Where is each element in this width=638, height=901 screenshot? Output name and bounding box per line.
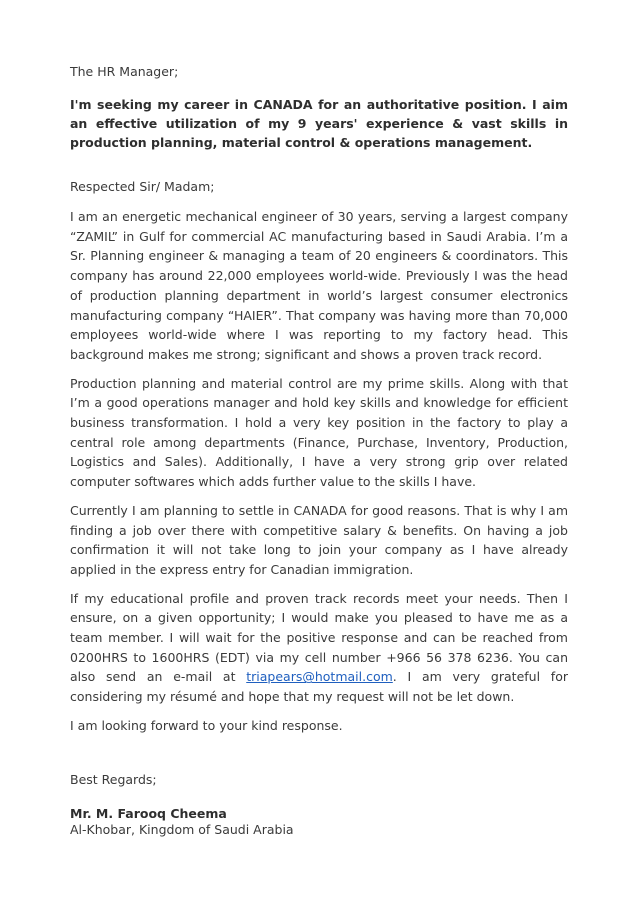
- intro-statement: I'm seeking my career in CANADA for an authoritative position. I aim an effective utilization of my 9 years' experience & vast skills in production planning, material control & operations management.: [70, 97, 568, 150]
- contact-text-after: . I am very grateful for considering my résumé and hope that my request will not be let down.: [70, 669, 568, 705]
- paragraph-closing-line: I am looking forward to your kind response.: [70, 717, 343, 733]
- letter-page: [70, 62, 568, 838]
- paragraph-background: I am an energetic mechanical engineer of 30 years, serving a largest company “ZAMIL” in Gulf for commercial AC manufacturing based in Saudi Arabia. I’m a Sr. Planning engineer & managing a team of 20 engineers & coordinators. This company has around 22,000 employees world-wide. Previously I was the head of production planning department in world’s largest consumer electronics manufacturing company “HAIER”. That company was having more than 70,000 employees world-wide where I was reporting to my factory head. This background makes me strong; significant and shows a proven track record.: [70, 209, 568, 362]
- paragraph-skills: Production planning and material control are my prime skills. Along with that I’m a good operations manager and hold key skills and knowledge for efficient business transformation. I hold a very key position in the factory to play a central role among departments (Finance, Purchase, Inventory, Production, Logistics and Sales). Additionally, I have a very strong grip over related computer softwares which adds further value to the skills I have.: [70, 375, 568, 490]
- contact-text-before: If my educational profile and proven track records meet your needs. Then I ensure, on a given opportunity; I would make you pleased to have me as a team member. I will wait for the positive response and can be reached from 0200HRS to 1600HRS (EDT) via my cell number +966 56 378 6236. You can also send an e-mail at: [70, 590, 568, 685]
- closing: Best Regards;: [70, 771, 157, 787]
- email-link[interactable]: triapears@hotmail.com: [246, 669, 393, 685]
- paragraph-contact: [70, 589, 568, 707]
- greeting: Respected Sir/ Madam;: [70, 179, 215, 194]
- addressee: The HR Manager;: [70, 64, 179, 79]
- signature-location: Al-Khobar, Kingdom of Saudi Arabia: [70, 821, 294, 837]
- signature-name: Mr. M. Farooq Cheema: [70, 805, 227, 821]
- paragraph-relocation: Currently I am planning to settle in CANADA for good reasons. That is why I am finding a job over there with competitive salary & benefits. On having a job confirmation it will not take long to join your company as I have already applied in the express entry for Canadian immigration.: [70, 502, 568, 577]
